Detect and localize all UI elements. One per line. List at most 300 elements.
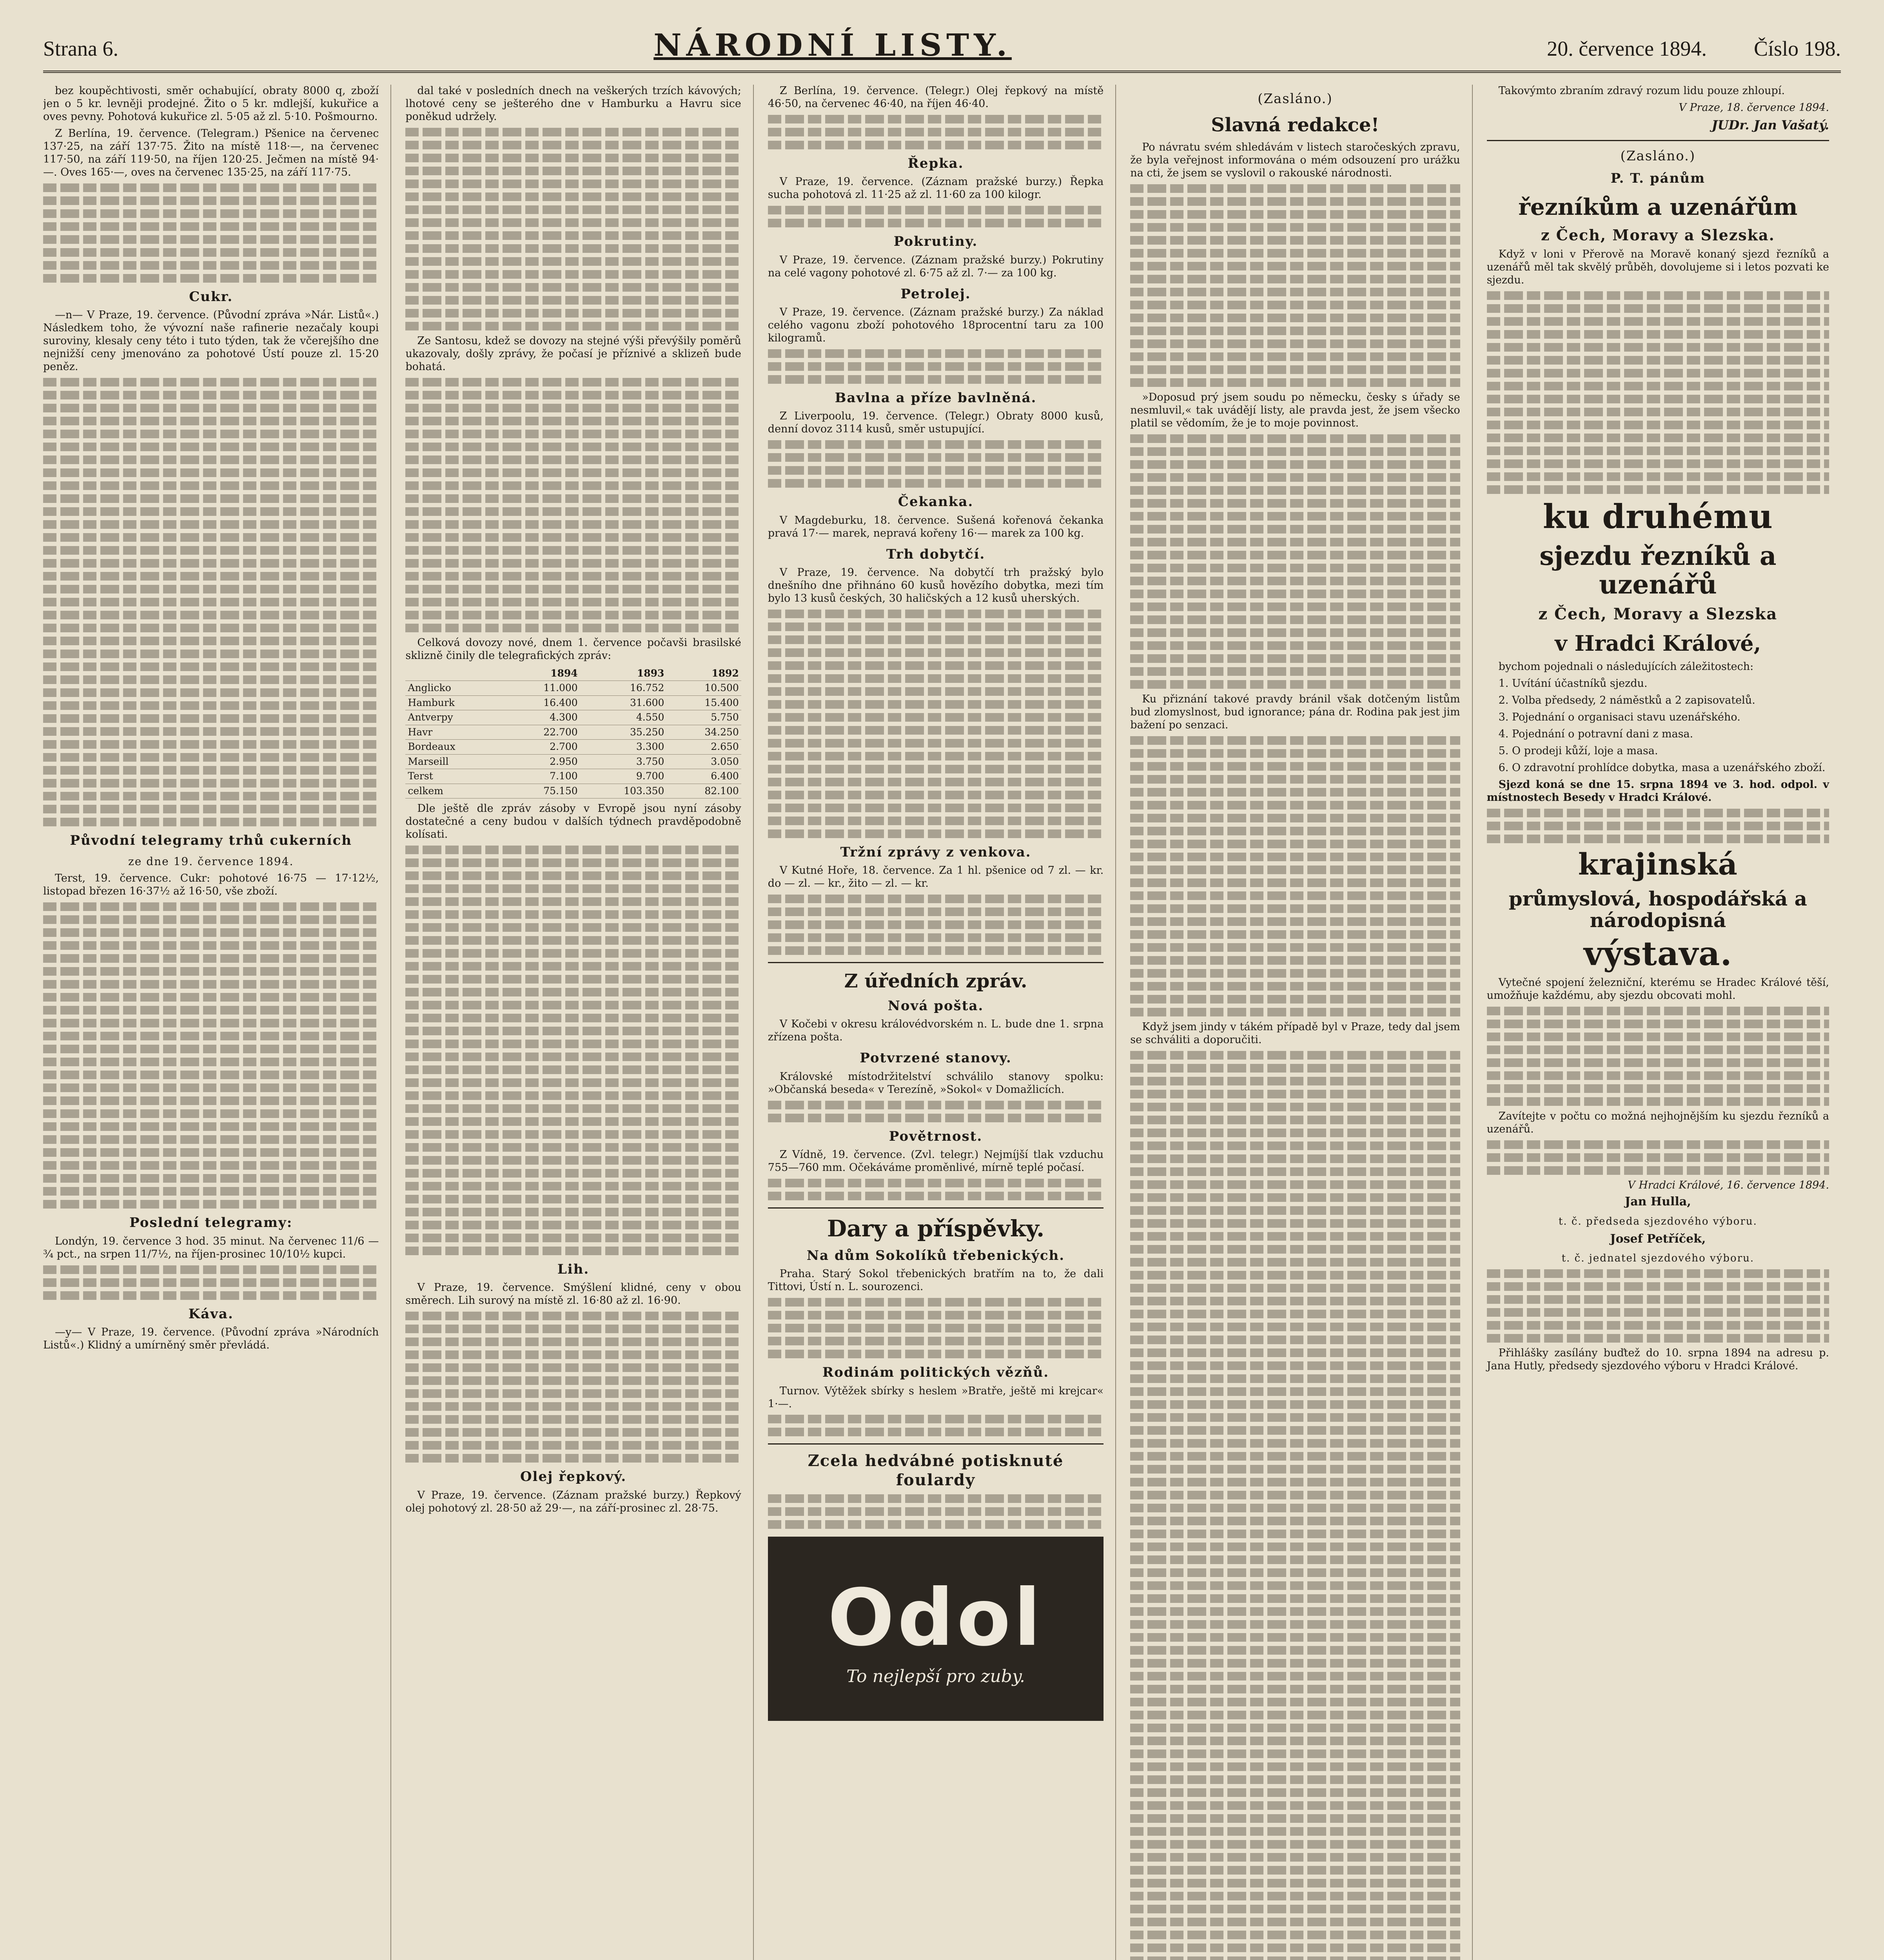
text-line bbox=[1487, 1058, 1829, 1067]
text-line bbox=[405, 1402, 741, 1411]
text-line bbox=[405, 923, 741, 932]
text-line bbox=[768, 946, 1104, 955]
text-line bbox=[1130, 827, 1460, 835]
text-line bbox=[1487, 1308, 1829, 1317]
text-line bbox=[405, 1312, 741, 1320]
text-line bbox=[1130, 1801, 1460, 1810]
text-line bbox=[768, 206, 1104, 214]
text-line bbox=[1130, 1737, 1460, 1745]
text-line bbox=[43, 650, 379, 658]
text-line bbox=[405, 1325, 741, 1333]
table-cell: Terst bbox=[405, 769, 505, 784]
text-line bbox=[43, 1161, 379, 1170]
text-line bbox=[405, 1441, 741, 1450]
text-line bbox=[43, 456, 379, 464]
text-line bbox=[405, 1078, 741, 1087]
text-line bbox=[405, 1053, 741, 1061]
text-line bbox=[405, 391, 741, 399]
section-subheading: ze dne 19. července 1894. bbox=[128, 855, 294, 868]
table-cell: 15.400 bbox=[666, 695, 741, 710]
text-line bbox=[1487, 1097, 1829, 1106]
table-cell: 22.700 bbox=[505, 725, 580, 740]
text-line bbox=[1130, 1659, 1460, 1668]
advert-heading: řezníkům a uzenářům bbox=[1518, 193, 1798, 220]
text-line bbox=[1130, 1698, 1460, 1706]
text-line bbox=[1130, 577, 1460, 585]
text-line bbox=[43, 1278, 379, 1287]
agenda-item: 4. Pojednání o potravní dani z masa. bbox=[1498, 728, 1693, 740]
text-line bbox=[43, 1058, 379, 1066]
text-line bbox=[405, 624, 741, 632]
text-line bbox=[1130, 930, 1460, 939]
text-line bbox=[768, 128, 1104, 136]
text-line bbox=[405, 1338, 741, 1346]
issue-number: Číslo 198. bbox=[1753, 37, 1841, 60]
text-line bbox=[768, 1311, 1104, 1319]
table-header-row bbox=[405, 666, 741, 681]
text-line bbox=[405, 430, 741, 438]
text-line bbox=[1130, 378, 1460, 387]
text-line bbox=[1487, 434, 1829, 442]
text-line bbox=[405, 1182, 741, 1191]
notice-split bbox=[1130, 85, 1829, 1960]
market-paragraph: Dle ještě dle zpráv zásoby v Evropě jsou nyní zásoby dostatečné a ceny budou v dalších týdnech pravděpodobně kolísati. bbox=[405, 802, 741, 840]
text-line bbox=[768, 1415, 1104, 1423]
text-line bbox=[1130, 1724, 1460, 1732]
section-heading: Káva. bbox=[188, 1306, 234, 1322]
text-line bbox=[1487, 1020, 1829, 1028]
issue-date: 20. července 1894. bbox=[1547, 37, 1707, 60]
text-line bbox=[768, 1520, 1104, 1529]
text-line bbox=[1130, 1452, 1460, 1461]
market-paragraph: —y— V Praze, 19. července. (Původní zpráva »Národních Listů«.) Klidný a umírněný směr převládá. bbox=[43, 1326, 379, 1351]
text-line bbox=[43, 443, 379, 451]
text-line bbox=[43, 624, 379, 632]
text-line bbox=[43, 675, 379, 684]
text-line bbox=[768, 1298, 1104, 1307]
text-line bbox=[43, 1045, 379, 1053]
text-line bbox=[1487, 369, 1829, 377]
text-line bbox=[405, 858, 741, 867]
text-line bbox=[405, 257, 741, 266]
text-line bbox=[1487, 1140, 1829, 1149]
text-line bbox=[1487, 330, 1829, 339]
advert-subheading: z Čech, Moravy a Slezska. bbox=[1541, 226, 1775, 244]
section-heading: Rodinám politických vězňů. bbox=[822, 1365, 1049, 1381]
text-line bbox=[43, 391, 379, 399]
text-line bbox=[1130, 801, 1460, 809]
text-line bbox=[1130, 1517, 1460, 1525]
agenda-item: 6. O zdravotní prohlídce dobytka, masa a uzenářského zboží. bbox=[1498, 762, 1826, 774]
section-heading: Čekanka. bbox=[898, 494, 974, 510]
text-line bbox=[405, 378, 741, 387]
advert-heading: ku druhému bbox=[1543, 497, 1773, 536]
text-line bbox=[768, 920, 1104, 929]
odol-logo: Odol bbox=[828, 1572, 1044, 1664]
text-line bbox=[1130, 853, 1460, 861]
text-line bbox=[43, 248, 379, 257]
text-line bbox=[1130, 1892, 1460, 1900]
table-cell: 4.550 bbox=[580, 710, 667, 725]
text-line bbox=[768, 466, 1104, 475]
text-line bbox=[43, 1265, 379, 1274]
text-line bbox=[1130, 1543, 1460, 1551]
table-cell: 35.250 bbox=[580, 725, 667, 740]
table-header: 1894 bbox=[505, 666, 580, 681]
text-line bbox=[1130, 538, 1460, 546]
text-line bbox=[43, 1083, 379, 1092]
text-line bbox=[1130, 1008, 1460, 1016]
text-line bbox=[405, 205, 741, 214]
text-line bbox=[405, 1363, 741, 1372]
text-line bbox=[43, 611, 379, 619]
text-line bbox=[768, 635, 1104, 644]
text-line bbox=[1487, 1007, 1829, 1015]
text-line bbox=[1130, 641, 1460, 650]
letter-heading: Slavná redakce! bbox=[1211, 114, 1379, 136]
table-cell: 3.050 bbox=[666, 754, 741, 769]
text-line bbox=[43, 261, 379, 270]
text-line bbox=[1487, 1295, 1829, 1304]
text-line bbox=[405, 598, 741, 606]
text-line bbox=[1130, 249, 1460, 258]
text-line bbox=[1130, 525, 1460, 534]
section-heading: Potvrzené stanovy. bbox=[860, 1050, 1012, 1066]
text-line bbox=[1130, 917, 1460, 926]
text-line bbox=[43, 779, 379, 788]
section-divider bbox=[768, 1207, 1104, 1209]
section-heading: Pokrutiny. bbox=[893, 234, 978, 250]
text-line bbox=[1487, 1334, 1829, 1343]
text-line bbox=[43, 1174, 379, 1183]
text-line bbox=[405, 1169, 741, 1178]
text-line bbox=[768, 895, 1104, 903]
text-line bbox=[405, 244, 741, 253]
text-line bbox=[1130, 1478, 1460, 1486]
text-line bbox=[43, 417, 379, 425]
text-line bbox=[43, 688, 379, 697]
text-line bbox=[1130, 814, 1460, 822]
letter-signature: JUDr. Jan Vašatý. bbox=[1712, 117, 1829, 132]
text-line bbox=[768, 1192, 1104, 1200]
text-line bbox=[1130, 1827, 1460, 1836]
market-paragraph: Terst, 19. července. Cukr: pohotové 16·75 — 17·12½, listopad březen 16·37½ až 16·50, vše zboží. bbox=[43, 872, 379, 898]
text-line bbox=[1130, 1775, 1460, 1784]
column-1 bbox=[43, 85, 391, 1960]
text-line bbox=[1130, 1504, 1460, 1512]
text-line bbox=[1130, 762, 1460, 771]
table-row bbox=[405, 769, 741, 784]
table-cell: 31.600 bbox=[580, 695, 667, 710]
text-line bbox=[1130, 1064, 1460, 1073]
coffee-supply-table bbox=[405, 666, 741, 799]
market-paragraph: V Praze, 19. července. (Záznam pražské burzy.) Řepkový olej pohotový zl. 28·50 až 29·—, na září-prosinec zl. 28·75. bbox=[405, 1489, 741, 1514]
table-cell: Hamburk bbox=[405, 695, 505, 710]
advert-place-date: V Hradci Králové, 16. července 1894. bbox=[1628, 1179, 1829, 1191]
text-line bbox=[43, 494, 379, 503]
text-line bbox=[1130, 1581, 1460, 1590]
notice-paragraph: Z Vídně, 19. července. (Zvl. telegr.) Nejmíjší tlak vzduchu 755—760 mm. Očekáváme proměnlivé, mírně teplé počasí. bbox=[768, 1149, 1104, 1174]
text-line bbox=[405, 1001, 741, 1009]
advert-heading: v Hradci Králové, bbox=[1555, 630, 1761, 656]
advert-paragraph: Vytečné spojení železniční, kterému se Hradec Králové těší, umožňuje každému, aby sjezdu obcovati mohl. bbox=[1487, 976, 1829, 1002]
text-line bbox=[1130, 1206, 1460, 1215]
section-heading: Petrolej. bbox=[900, 286, 971, 302]
text-line bbox=[1130, 1090, 1460, 1098]
text-line bbox=[1130, 603, 1460, 611]
market-paragraph: Celková dovozy nové, dnem 1. července počavši brasilské sklizně činily dle telegrafických zpráv: bbox=[405, 636, 741, 662]
text-line bbox=[43, 1096, 379, 1105]
text-line bbox=[1130, 1374, 1460, 1383]
text-line bbox=[1487, 408, 1829, 416]
text-line bbox=[1130, 680, 1460, 689]
text-line bbox=[1130, 210, 1460, 219]
text-line bbox=[405, 1040, 741, 1048]
text-line bbox=[405, 1014, 741, 1022]
sent-label: (Zasláno.) bbox=[1620, 148, 1696, 164]
table-header bbox=[405, 666, 505, 681]
text-line bbox=[768, 1179, 1104, 1187]
text-line bbox=[1130, 1568, 1460, 1577]
masthead-right bbox=[1547, 36, 1841, 61]
text-line bbox=[43, 378, 379, 387]
odol-tagline: To nejlepší pro zuby. bbox=[846, 1666, 1025, 1687]
text-line bbox=[43, 481, 379, 490]
text-line bbox=[43, 1135, 379, 1144]
market-paragraph: bez koupěchtivosti, směr ochabující, obraty 8000 q, zboží jen o 5 kr. levněji prodejné. Žito o 5 kr. mdlejší, kukuřice a oves pevny. Pohotová kukuřice zl. 5·05 až zl. 5·10. Pošmourno. bbox=[43, 85, 379, 123]
table-cell: 2.950 bbox=[505, 754, 580, 769]
text-line bbox=[43, 546, 379, 555]
text-line bbox=[1130, 1749, 1460, 1758]
text-line bbox=[1130, 866, 1460, 874]
text-line bbox=[1130, 1323, 1460, 1331]
text-line bbox=[405, 884, 741, 893]
text-line bbox=[405, 322, 741, 330]
advert-heading: průmyslová, hospodářská a národopisná bbox=[1508, 887, 1807, 932]
text-line bbox=[768, 1324, 1104, 1332]
text-line bbox=[1487, 356, 1829, 365]
text-line bbox=[405, 572, 741, 581]
text-line bbox=[1487, 835, 1829, 843]
table-row bbox=[405, 681, 741, 696]
text-line bbox=[43, 1148, 379, 1157]
text-line bbox=[1130, 352, 1460, 361]
text-line bbox=[405, 128, 741, 136]
table-row bbox=[405, 710, 741, 725]
text-line bbox=[1487, 822, 1829, 830]
ad-heading: Zcela hedvábné potisknuté foulardy bbox=[808, 1452, 1064, 1490]
text-line bbox=[1130, 1555, 1460, 1564]
text-line bbox=[43, 404, 379, 412]
text-line bbox=[1130, 749, 1460, 758]
text-line bbox=[43, 727, 379, 736]
text-line bbox=[43, 954, 379, 963]
text-line bbox=[1130, 1905, 1460, 1913]
text-line bbox=[1487, 485, 1829, 494]
text-line bbox=[43, 507, 379, 516]
market-paragraph: Z Berlína, 19. července. (Telegr.) Olej řepkový na místě 46·50, na červenec 46·40, na říjen 46·40. bbox=[768, 85, 1104, 110]
text-line bbox=[405, 611, 741, 619]
text-line bbox=[43, 993, 379, 1002]
section-divider bbox=[768, 1443, 1104, 1445]
text-line bbox=[768, 648, 1104, 657]
table-cell: 3.750 bbox=[580, 754, 667, 769]
table-row bbox=[405, 754, 741, 769]
text-line bbox=[43, 598, 379, 606]
text-line bbox=[405, 218, 741, 227]
text-line bbox=[405, 1027, 741, 1035]
advert-paragraph: Když v loni v Přerově na Moravě konaný sjezd řezníků a uzenářů měl tak skvělý průběh, dovolujeme si i letos pozvati ke sjezdu. bbox=[1487, 248, 1829, 286]
notice-paragraph: Praha. Starý Sokol třebenických bratřím na to, že dali Tittovi, Ústí n. L. sourozenci. bbox=[768, 1268, 1104, 1293]
text-line bbox=[1130, 197, 1460, 206]
text-line bbox=[768, 115, 1104, 123]
table-cell: Havr bbox=[405, 725, 505, 740]
section-heading: Na dům Sokolíků třebenických. bbox=[806, 1247, 1065, 1263]
text-line bbox=[43, 430, 379, 438]
text-line bbox=[1130, 447, 1460, 456]
text-line bbox=[1487, 1269, 1829, 1278]
text-line bbox=[405, 296, 741, 305]
text-line bbox=[768, 907, 1104, 916]
text-line bbox=[1130, 1232, 1460, 1241]
text-line bbox=[43, 585, 379, 593]
table-row bbox=[405, 695, 741, 710]
text-line bbox=[405, 309, 741, 318]
section-heading: Povětrnost. bbox=[889, 1128, 983, 1144]
text-line bbox=[1130, 1788, 1460, 1797]
text-line bbox=[1130, 223, 1460, 232]
text-line bbox=[1130, 327, 1460, 335]
advert-heading: sjezdu řezníků a uzenářů bbox=[1539, 541, 1777, 600]
section-divider bbox=[768, 962, 1104, 963]
text-line bbox=[43, 928, 379, 937]
table-cell: 6.400 bbox=[666, 769, 741, 784]
text-line bbox=[1130, 1103, 1460, 1111]
text-line bbox=[405, 270, 741, 279]
signatory-name: Josef Petříček, bbox=[1610, 1232, 1706, 1246]
text-line bbox=[1487, 291, 1829, 300]
text-line bbox=[1130, 434, 1460, 443]
sent-label: (Zasláno.) bbox=[1258, 91, 1333, 107]
table-cell: Antverpy bbox=[405, 710, 505, 725]
text-line bbox=[1130, 1193, 1460, 1202]
text-line bbox=[1487, 1166, 1829, 1175]
text-line bbox=[43, 766, 379, 775]
text-line bbox=[1130, 512, 1460, 521]
text-line bbox=[1130, 956, 1460, 965]
text-line bbox=[768, 700, 1104, 709]
table-row bbox=[405, 784, 741, 799]
text-line bbox=[405, 141, 741, 149]
text-line bbox=[1130, 982, 1460, 991]
section-heading: Řepka. bbox=[908, 155, 964, 171]
text-line bbox=[405, 468, 741, 477]
section-heading: Nová pošta. bbox=[888, 998, 984, 1014]
table-cell: 4.300 bbox=[505, 710, 580, 725]
text-line bbox=[405, 481, 741, 490]
market-paragraph: V Praze, 19. července. Smýšlení klidné, ceny v obou směrech. Lih surový na místě zl. 16·80 až zl. 16·90. bbox=[405, 1281, 741, 1307]
table-cell: 34.250 bbox=[666, 725, 741, 740]
signatory-role: t. č. jednatel sjezdového výboru. bbox=[1561, 1252, 1755, 1265]
text-line bbox=[43, 915, 379, 924]
text-line bbox=[43, 235, 379, 244]
letter-column bbox=[1130, 85, 1472, 1960]
advert-column bbox=[1487, 85, 1829, 1960]
text-line bbox=[43, 222, 379, 231]
letter-place-date: V Praze, 18. července 1894. bbox=[1679, 101, 1829, 114]
text-line bbox=[43, 1071, 379, 1079]
text-line bbox=[1130, 590, 1460, 598]
text-line bbox=[1130, 1051, 1460, 1060]
section-heading: Cukr. bbox=[189, 289, 233, 305]
text-line bbox=[768, 726, 1104, 735]
section-heading: Lih. bbox=[557, 1261, 590, 1277]
text-line bbox=[405, 1247, 741, 1255]
text-line bbox=[768, 817, 1104, 825]
advert-paragraph: bychom pojednali o následujících záležitostech: bbox=[1498, 661, 1754, 673]
text-line bbox=[405, 1065, 741, 1074]
market-paragraph: Londýn, 19. července 3 hod. 35 minut. Na červenec 11/6 — ¾ pct., na srpen 11/7½, na říjen-prosinec 10/10½ kupci. bbox=[43, 1235, 379, 1260]
text-line bbox=[405, 192, 741, 201]
text-line bbox=[405, 1415, 741, 1424]
text-line bbox=[1130, 1439, 1460, 1448]
table-header: 1892 bbox=[666, 666, 741, 681]
text-line bbox=[1487, 1033, 1829, 1041]
text-line bbox=[1130, 1465, 1460, 1474]
column-3 bbox=[768, 85, 1116, 1960]
section-heading: Dary a příspěvky. bbox=[827, 1215, 1045, 1242]
text-line bbox=[1130, 365, 1460, 374]
text-line bbox=[768, 1114, 1104, 1122]
table-cell: 82.100 bbox=[666, 784, 741, 799]
text-line bbox=[1130, 1154, 1460, 1163]
text-line bbox=[1130, 236, 1460, 245]
text-line bbox=[1130, 891, 1460, 900]
page-number: Strana 6. bbox=[43, 37, 118, 60]
text-line bbox=[1130, 1633, 1460, 1642]
text-line bbox=[43, 1006, 379, 1014]
text-line bbox=[43, 740, 379, 749]
section-heading: Tržní zprávy z venkova. bbox=[840, 844, 1031, 860]
text-line bbox=[1130, 1840, 1460, 1849]
table-cell: 7.100 bbox=[505, 769, 580, 784]
text-line bbox=[1487, 1071, 1829, 1080]
text-line bbox=[405, 231, 741, 240]
text-line bbox=[768, 687, 1104, 696]
advert-paragraph: Sjezd koná se dne 15. srpna 1894 ve 3. hod. odpol. v místnostech Besedy v Hradci Králové. bbox=[1487, 778, 1829, 804]
text-line bbox=[43, 662, 379, 671]
text-line bbox=[768, 349, 1104, 358]
text-line bbox=[405, 1221, 741, 1229]
table-cell: 16.400 bbox=[505, 695, 580, 710]
market-paragraph: V Magdeburku, 18. července. Sušená kořenová čekanka pravá 17·— marek, nepravá kořeny 16·— marek za 100 kg. bbox=[768, 514, 1104, 539]
text-line bbox=[405, 910, 741, 919]
agenda-item: 5. O prodeji kůží, loje a masa. bbox=[1498, 745, 1658, 757]
text-line bbox=[768, 1507, 1104, 1516]
text-line bbox=[405, 1350, 741, 1359]
section-heading: Původní telegramy trhů cukerních bbox=[70, 832, 352, 848]
text-line bbox=[43, 1032, 379, 1040]
text-line bbox=[1130, 184, 1460, 193]
text-line bbox=[1487, 395, 1829, 403]
text-line bbox=[405, 871, 741, 880]
text-line bbox=[1487, 459, 1829, 468]
text-line bbox=[1130, 1336, 1460, 1344]
text-line bbox=[1130, 499, 1460, 508]
text-line bbox=[405, 443, 741, 451]
text-line bbox=[43, 196, 379, 205]
section-heading: Trh dobytčí. bbox=[886, 546, 986, 562]
